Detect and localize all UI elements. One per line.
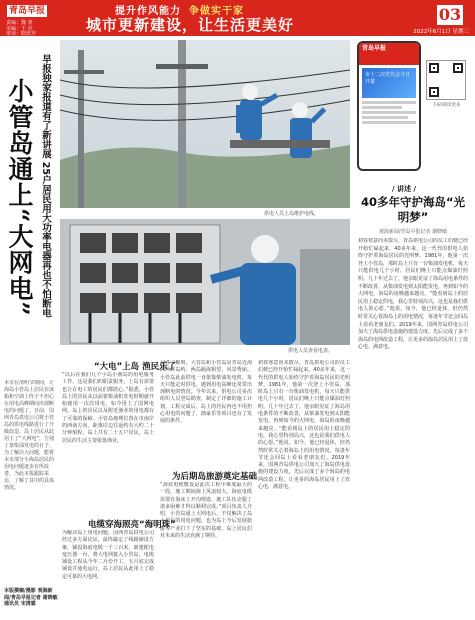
header-slogan: 提升作风能力 争做实干家: [115, 6, 244, 17]
app-banner: 市十二次党代会今日开幕: [362, 68, 416, 98]
section-text-2: 为解决岛上用电问题，国网青岛供电公司经过多方面论证，最终敲定了线路铺设方案，铺设海底电缆一千三百米，新建配电变压器一台，将大电网接入小管岛。电缆铺设工程从今年二月份开工，五月底完成铺设并通电运行，岛上居民从此用上了稳定可靠的大电网。: [62, 530, 154, 580]
section-text-continued: 初春寒意尚未散尽，青岛供电公司的员工们便已经开始忙碌起来，40多年来，这一代代的供电人始终守护着海岛居民的光明梦。1981年，他第一次登上小管岛，那时岛上只有一台柴油发电机，每天只能供电几个小时，居民们晚上只能点煤油灯照明。几十年过去了，他亲眼见证了海岛用电条件的不断改善，从柴油发电到太阳能发电，再到如今的大网电，海岛的夜晚越来越亮。“能看到岛上的居民用上稳定的电，我心里特别高兴，这也是我们供电人的心愿。”他说。如今，他已经退休，但仍然时常关心着海岛上的用电情况，每逢年节还会回岛上看看老朋友们。2019年来，国网青岛供电公司加大了海岛供电设施的建设力度，先后完成了多个海岛的电网改造工程，让更多的海岛居民用上了放心电、满意电。: [258, 360, 350, 491]
headline-title: 小管岛通上“大网电”: [5, 78, 34, 317]
section-text-1: “以后在我们几个小岛小渔岛的用电服务工作，这是我们的职责服务，上岛有需要也让在电工的居民们都放心。”据悉，小管岛上的居民从以前靠柴油机发电时期就开始使用一次次用电，如今用上了国网电网，岛上的居民以及附近渔业的用电都有了可靠的保障。小管岛地理位置在市南岸的西南方向，距离岸边往返约有大约二十分钟船程，岛上共有二十五户居民，岛上居民的生活主要依靠渔业。: [62, 372, 154, 444]
headline-subtitle: 早报独家报道有了新讲展 25户居民用大功率电器再也不怕断电: [40, 54, 51, 318]
section-heading-1: “大电”上岛 渔民乐了: [94, 362, 177, 372]
app-line: [362, 101, 416, 104]
commentary-text: 初春寒意尚未散尽，青岛供电公司的员工们便已经开始忙碌起来，40多年来，这一代代的供电人始终守护着海岛居民的光明梦。1981年，他第一次登上小管岛，那时岛上只有一台柴油发电机，每天只能供电几个小时，居民们晚上只能点煤油灯照明。几十年过去了，他亲眼见证了海岛用电条件的不断改善，从柴油发电到太阳能发电，再到如今的大网电，海岛的夜晚越来越亮。“能看到岛上的居民用上稳定的电，我心里特别高兴，这也是我们供电人的心愿。”他说。如今，他已经退休，但仍然时常关心着海岛上的用电情况，每逢年节还会回岛上看看老朋友们。2019年来，国网青岛供电公司加大了海岛供电设施的建设力度，先后完成了多个海岛的电网改造工程，让更多的海岛居民用上了放心电、满意电。: [358, 238, 468, 351]
app-screenshot: [357, 41, 421, 171]
section-text-3: “海底电缆敷设是此次工程中难度最大的一段，施工期间海上风浪较大，海底电缆需要在海床上开沟埋设，施工队伍克服了诸多困难才得以顺利完成。”项目负责人介绍，小管岛通上大网电后，不仅解决了岛上居民的用电问题，也为岛上今后发展旅游等产业打下了坚实的基础，岛上居民们对未来的生活充满了期待。: [160, 482, 252, 540]
page-section-title: 城市更新建设，让生活更美好: [86, 16, 295, 34]
app-line: [362, 116, 408, 119]
headline-column: [0, 40, 56, 612]
lead-paragraph: 本市在清明节期间，让海岛小管岛上居民在冰箱和空调上终于不担心在用电高峰期间出现断电的问题了。日前，国网青岛供电公司将小管岛的供电线路进行了升级改造，岛上居民从此用上了“大网电”，告别了靠柴油发电的日子。为了解决大问题，能将本市部分小海岛居民的用电问题逐步有所改善，为此本报跟踪采访，了解了其中的具体情况。: [4, 380, 55, 491]
app-line: [362, 111, 416, 114]
section-heading-2: 电缆穿海照亮“海明珠”: [88, 520, 176, 530]
app-line: [362, 121, 416, 124]
photo-power-lines: [60, 40, 350, 208]
byline: 本版撰稿/摄影 观海新闻/青岛早报记者 谢晓敏 通讯员 宋清霖: [4, 588, 58, 607]
commentary-title: 40多年守护海岛“光明梦”: [360, 195, 466, 224]
newspaper-logo: 青岛早报: [9, 6, 46, 16]
commentary-author: 观海新闻/青岛早报记者 谢晓敏: [378, 229, 448, 235]
top-photo-caption: 供电人员上岛维护电线。: [264, 211, 320, 217]
qr-caption: 扫码阅读更多: [433, 103, 461, 108]
qr-code-icon[interactable]: [426, 60, 466, 100]
commentary-label: / 讲述 /: [392, 185, 416, 193]
mid-photo-caption: 供电人员查看电表。: [288, 348, 334, 354]
publish-date: 2022年6月1日 星期三: [413, 29, 469, 35]
section-heading-3: 为后期岛旅游奠定基础: [172, 472, 258, 482]
page-header: [0, 0, 475, 36]
app-line: [362, 106, 402, 109]
photo-meter-box: [60, 219, 350, 345]
section-text-4: 记者了解到，大管岛和小管岛是青岛近海的两座岛屿，两岛隔海相望，风景秀丽。小管岛此前供电一直依靠柴油发电机，每天只能定时供电，遇到用电高峰还常常出现断电的情况。今年以来，供电公司多次组织人员登岛勘查，制定了详细的施工计划。工程完成后，岛上的居民再也不用担心用电的问题了，渔家乐等项目也有了发展的条件。: [160, 360, 252, 425]
app-header: 青岛早报: [359, 43, 419, 65]
editor-info: 责编：魏 蕾 美编：王 亮 审读：欧欣芹: [6, 20, 37, 37]
page-number: 03: [438, 5, 462, 24]
